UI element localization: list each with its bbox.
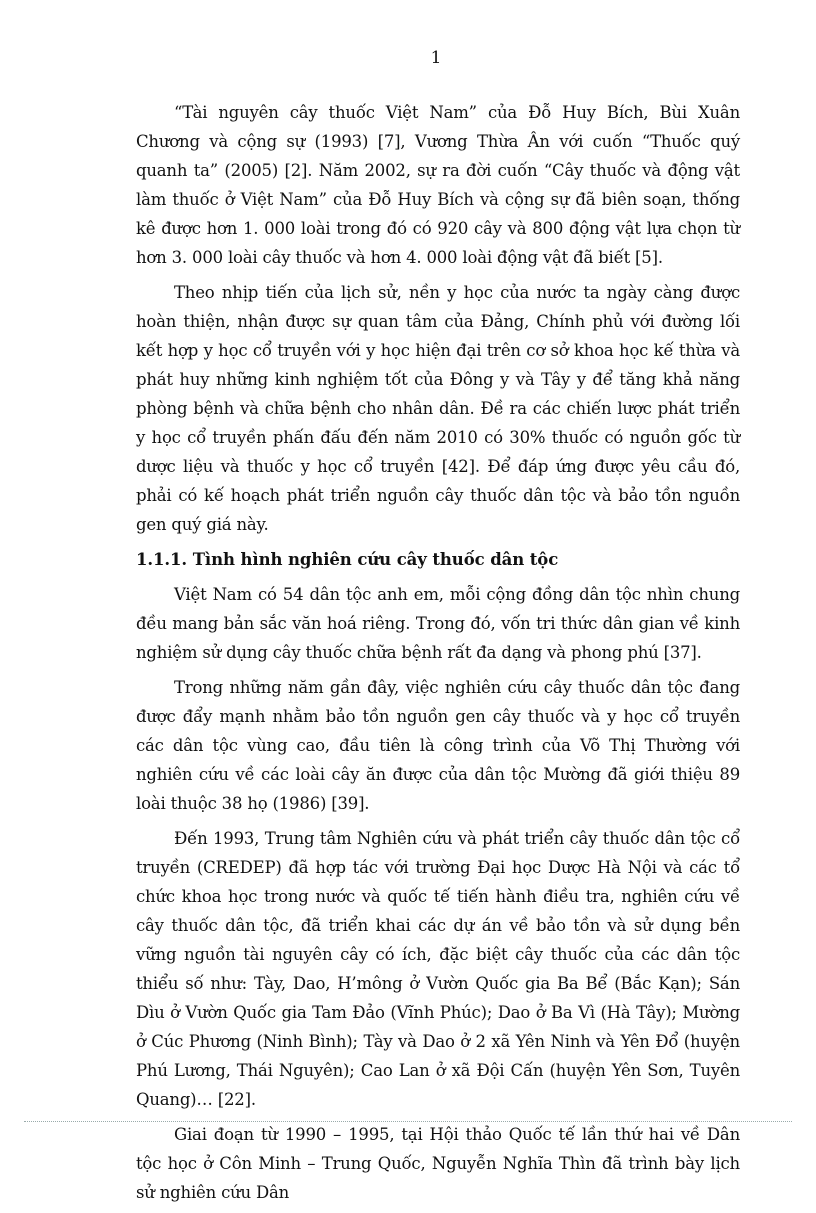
page-footer-divider [24, 1121, 792, 1122]
paragraph: Giai đoạn từ 1990 – 1995, tại Hội thảo Quốc tế lần thứ hai về Dân tộc học ở Côn Minh – Trung Quốc, Nguyễn Nghĩa Thìn đã trình bày lịch sử nghiên cứu Dân [136, 1125, 740, 1202]
paragraph: Trong những năm gần đây, việc nghiên cứu cây thuốc dân tộc đang được đẩy mạnh nhằm bảo tồn nguồn gen cây thuốc và y học cổ truyền các dân tộc vùng cao, đầu tiên là công trình của Võ Thị Thường với nghiên cứu về các loài cây ăn được của dân tộc Mường đã giới thiệu 89 loài thuộc 38 họ (1986) [39]. [136, 678, 740, 813]
paragraph: Đến 1993, Trung tâm Nghiên cứu và phát triển cây thuốc dân tộc cổ truyền (CREDEP) đã hợp tác với trường Đại học Dược Hà Nội và các tổ chức khoa học trong nước và quốc tế tiến hành điều tra, nghiên cứu về cây thuốc dân tộc, đã triển khai các dự án về bảo tồn và sử dụng bền vững nguồn tài nguyên cây có ích, đặc biệt cây thuốc của các dân tộc thiểu số như: Tày, Dao, H’mông ở Vườn Quốc gia Ba Bể (Bắc Kạn); Sán Dìu ở Vườn Quốc gia Tam Đảo (Vĩnh Phúc); Dao ở Ba Vì (Hà Tây); Mường ở Cúc Phương (Ninh Bình); Tày và Dao ở 2 xã Yên Ninh và Yên Đổ (huyện Phú Lương, Thái Nguyên); Cao Lan ở xã Đội Cấn (huyện Yên Sơn, Tuyên Quang)… [22]. [136, 829, 740, 1109]
document-body [136, 98, 740, 1213]
paragraph: Theo nhịp tiến của lịch sử, nền y học của nước ta ngày càng được hoàn thiện, nhận được sự quan tâm của Đảng, Chính phủ với đường lối kết hợp y học cổ truyền với y học hiện đại trên cơ sở khoa học kế thừa và phát huy những kinh nghiệm tốt của Đông y và Tây y để tăng khả năng phòng bệnh và chữa bệnh cho nhân dân. Đề ra các chiến lược phát triển y học cổ truyền phấn đấu đến năm 2010 có 30% thuốc có nguồn gốc từ dược liệu và thuốc y học cổ truyền [42]. Để đáp ứng được yêu cầu đó, phải có kế hoạch phát triển nguồn cây thuốc dân tộc và bảo tồn nguồn gen quý giá này. [136, 283, 740, 534]
section-heading: 1.1.1. Tình hình nghiên cứu cây thuốc dân tộc [136, 550, 559, 569]
paragraph: Việt Nam có 54 dân tộc anh em, mỗi cộng đồng dân tộc nhìn chung đều mang bản sắc văn hoá riêng. Trong đó, vốn tri thức dân gian về kinh nghiệm sử dụng cây thuốc chữa bệnh rất đa dạng và phong phú [37]. [136, 585, 740, 662]
paragraph: “Tài nguyên cây thuốc Việt Nam” của Đỗ Huy Bích, Bùi Xuân Chương và cộng sự (1993) [7], Vương Thừa Ân với cuốn “Thuốc quý quanh ta” (2005) [2]. Năm 2002, sự ra đời cuốn “Cây thuốc và động vật làm thuốc ở Việt Nam” của Đỗ Huy Bích và cộng sự đã biên soạn, thống kê được hơn 1. 000 loài trong đó có 920 cây và 800 động vật lựa chọn từ hơn 3. 000 loài cây thuốc và hơn 4. 000 loài động vật đã biết [5]. [136, 103, 740, 267]
page-number: 1 [430, 48, 442, 68]
